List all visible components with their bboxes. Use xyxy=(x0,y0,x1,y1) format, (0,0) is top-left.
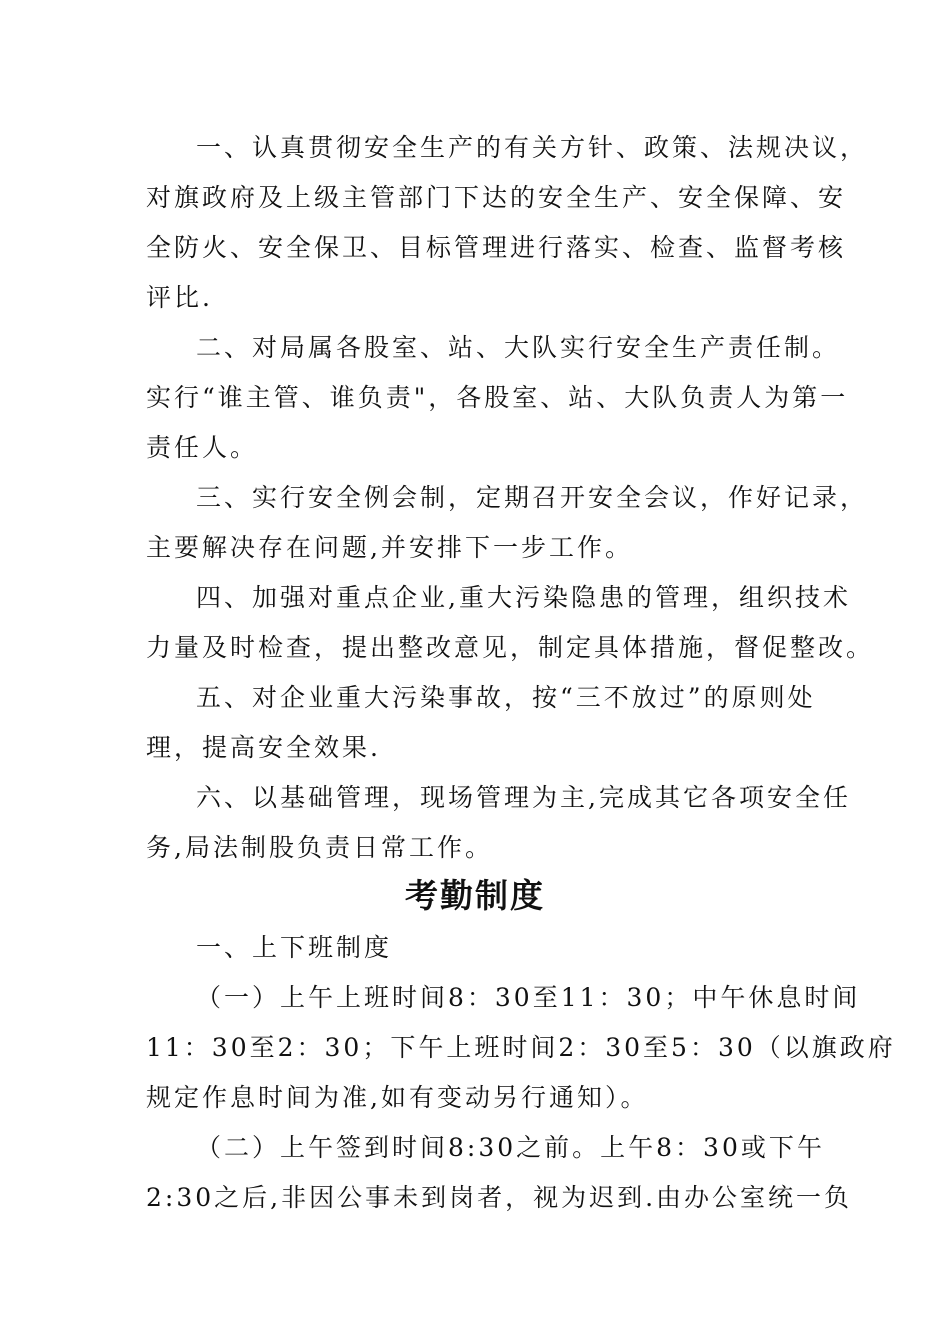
paragraph-5-line-2: 理，提高安全效果. xyxy=(146,733,381,762)
paragraph-2-line-2: 实行“谁主管、谁负责"，各股室、站、大队负责人为第一 xyxy=(146,383,849,412)
paragraph-2-line-3: 责任人。 xyxy=(146,433,259,462)
paragraph-4-line-2: 力量及时检查，提出整改意见，制定具体措施，督促整改。 xyxy=(146,633,875,662)
attendance-item-2-line-2: 2:30之后,非因公事未到岗者，视为迟到.由办公室统一负 xyxy=(146,1183,853,1212)
paragraph-3-line-1: 三、实行安全例会制，定期召开安全会议，作好记录， xyxy=(196,483,869,512)
paragraph-1-line-2: 对旗政府及上级主管部门下达的安全生产、安全保障、安 xyxy=(146,183,847,212)
paragraph-5-line-1: 五、对企业重大污染事故，按“三不放过”的原则处 xyxy=(196,683,816,712)
paragraph-1-line-3: 全防火、安全保卫、目标管理进行落实、检查、监督考核 xyxy=(146,233,847,262)
paragraph-2-line-1: 二、对局属各股室、站、大队实行安全生产责任制。 xyxy=(196,333,841,362)
paragraph-4-line-1: 四、加强对重点企业,重大污染隐患的管理，组织技术 xyxy=(196,583,851,612)
paragraph-1-line-4: 评比. xyxy=(146,283,213,312)
paragraph-3-line-2: 主要解决存在问题,并安排下一步工作。 xyxy=(146,533,633,562)
attendance-item-1-line-1: （一）上午上班时间8：30至11：30；中午休息时间 xyxy=(196,983,861,1012)
attendance-item-1-line-3: 规定作息时间为准,如有变动另行通知）。 xyxy=(146,1083,649,1112)
attendance-item-1-line-2: 11：30至2：30；下午上班时间2：30至5：30（以旗政府 xyxy=(146,1033,896,1062)
attendance-section-1-heading: 一、上下班制度 xyxy=(196,933,393,962)
paragraph-6-line-2: 务,局法制股负责日常工作。 xyxy=(146,833,493,862)
paragraph-6-line-1: 六、以基础管理，现场管理为主,完成其它各项安全任 xyxy=(196,783,851,812)
paragraph-1-line-1: 一、认真贯彻安全生产的有关方针、政策、法规决议， xyxy=(196,133,869,162)
attendance-title: 考勤制度 xyxy=(405,876,545,915)
attendance-item-2-line-1: （二）上午签到时间8:30之前。上午8：30或下午 xyxy=(196,1133,825,1162)
